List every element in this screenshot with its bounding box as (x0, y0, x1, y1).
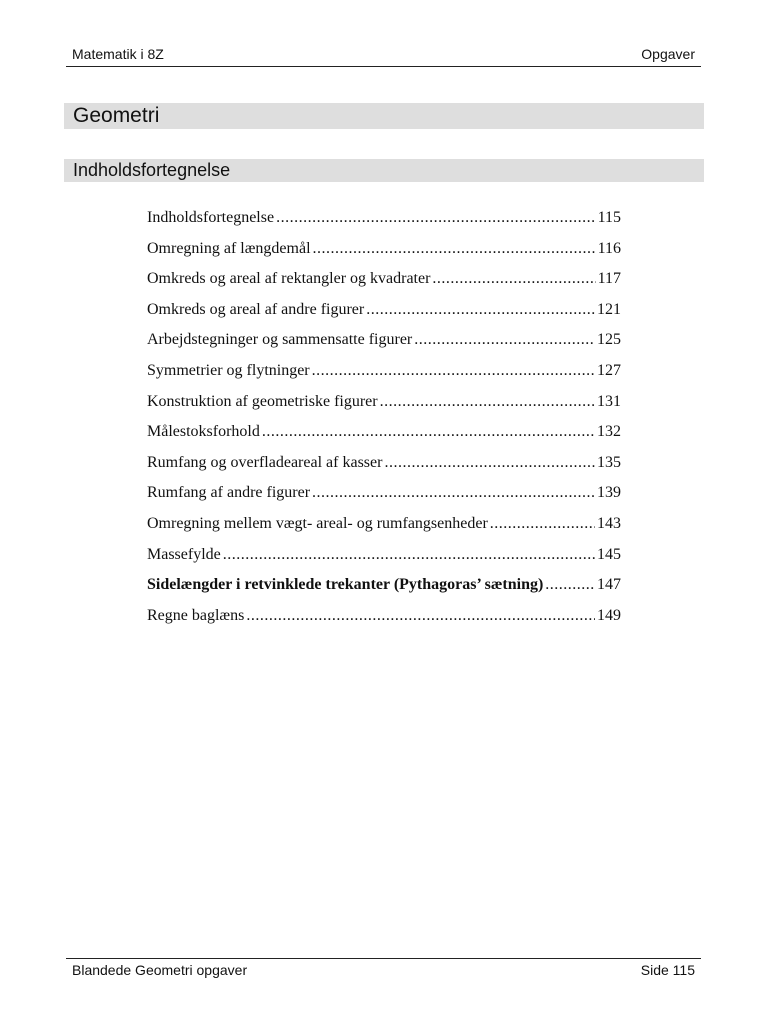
footer-document-title: Blandede Geometri opgaver (72, 962, 248, 978)
toc-entry-title: Sidelængder i retvinklede trekanter (Pythagoras’ sætning) (147, 576, 544, 594)
toc-entry-page: 127 (597, 361, 621, 379)
toc-leader-dots (432, 264, 595, 295)
toc-leader-dots (262, 417, 595, 448)
toc-entry[interactable] (147, 356, 621, 387)
toc-entry-title: Rumfang af andre figurer (147, 484, 311, 502)
toc-entry-title: Regne baglæns (147, 606, 245, 624)
toc-entry[interactable] (147, 387, 621, 418)
toc-entry-title: Omregning mellem vægt- areal- og rumfangsenheder (147, 514, 488, 532)
toc-leader-dots (313, 234, 596, 265)
toc-entry-page: 149 (597, 606, 621, 624)
toc-entry[interactable] (147, 601, 621, 632)
toc-entry[interactable] (147, 570, 621, 601)
header-section-label: Opgaver (641, 46, 695, 62)
toc-entry-page: 125 (597, 331, 621, 349)
section-title-band (64, 103, 704, 129)
toc-entry-title: Indholdsfortegnelse (147, 209, 275, 226)
toc-leader-dots (490, 509, 595, 540)
toc-entry-page: 139 (597, 484, 621, 502)
toc-entry-page: 143 (597, 514, 621, 532)
toc-entry[interactable] (147, 325, 621, 356)
toc-entry[interactable] (147, 417, 621, 448)
header-book-title: Matematik i 8Z (72, 46, 164, 62)
toc-entry-title: Konstruktion af geometriske figurer (147, 392, 378, 410)
toc-entry-page: 131 (597, 392, 621, 410)
toc-leader-dots (312, 356, 595, 387)
toc-entry-page: 132 (597, 423, 621, 441)
toc-entry-title: Målestoksforhold (147, 423, 260, 441)
toc-leader-dots (276, 203, 596, 234)
footer-page-number: Side 115 (640, 962, 695, 978)
toc-entry-title: Arbejdstegninger og sammensatte figurer (147, 331, 413, 349)
toc-entry-page: 117 (597, 270, 621, 288)
toc-leader-dots (414, 325, 595, 356)
toc-leader-dots (223, 540, 595, 571)
toc-heading: Indholdsfortegnelse (73, 160, 231, 180)
toc-entry[interactable] (147, 448, 621, 479)
toc-entry[interactable] (147, 478, 621, 509)
toc-leader-dots (380, 387, 595, 418)
toc-entry[interactable] (147, 509, 621, 540)
toc-entry-title: Omkreds og areal af andre figurer (147, 300, 365, 318)
toc-leader-dots (545, 570, 595, 601)
toc-entry-page: 121 (597, 300, 621, 318)
toc-entry-page: 135 (597, 453, 621, 471)
toc-entry-page: 147 (597, 576, 621, 594)
toc-leader-dots (384, 448, 595, 479)
toc-leader-dots (246, 601, 595, 632)
toc-entry-page: 145 (597, 545, 621, 563)
table-of-contents (147, 203, 621, 631)
toc-entry[interactable] (147, 540, 621, 571)
toc-entry[interactable] (147, 203, 621, 234)
toc-entry-page: 116 (597, 239, 621, 257)
toc-heading-band (64, 159, 704, 182)
toc-entry-title: Omregning af længdemål (147, 239, 311, 257)
page-footer (66, 958, 701, 981)
section-title: Geometri (73, 104, 160, 127)
toc-entry-title: Massefylde (147, 545, 221, 563)
toc-leader-dots (366, 295, 595, 326)
page-header (66, 44, 701, 67)
toc-entry[interactable] (147, 295, 621, 326)
toc-entry[interactable] (147, 234, 621, 265)
toc-entry-page: 115 (597, 209, 621, 226)
toc-entry-title: Rumfang og overfladeareal af kasser (147, 453, 383, 471)
toc-entry[interactable] (147, 264, 621, 295)
toc-entry-title: Symmetrier og flytninger (147, 361, 310, 379)
toc-leader-dots (312, 478, 595, 509)
toc-entry-title: Omkreds og areal af rektangler og kvadrater (147, 270, 431, 288)
